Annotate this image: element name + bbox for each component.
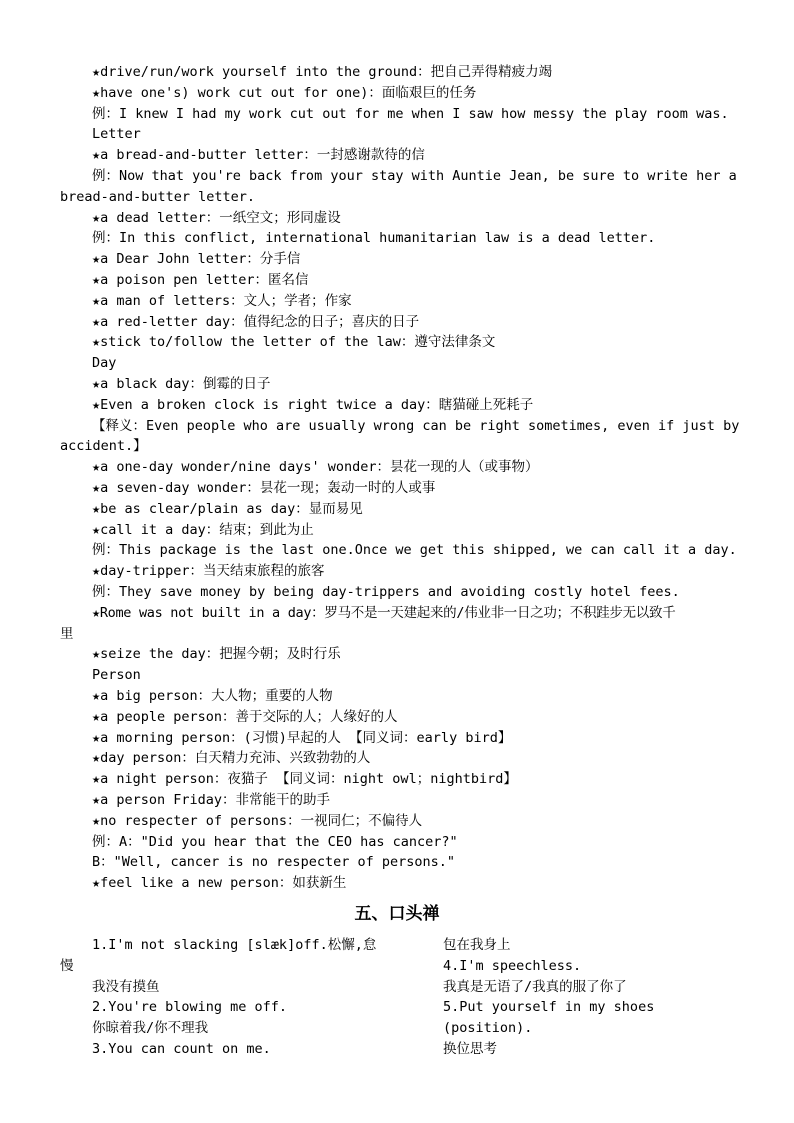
text-line: ★day person：白天精力充沛、兴致勃勃的人	[92, 750, 371, 767]
text-line: ★stick to/follow the letter of the law：遵守法律条文	[92, 334, 496, 351]
text-line: ★a poison pen letter：匿名信	[92, 272, 309, 288]
text-line: ★a one-day wonder/nine days' wonder：昙花一现的人（或事物）	[92, 459, 539, 476]
phrase-line: 4.I'm speechless.	[443, 957, 582, 974]
text-line: ★a big person：大人物；重要的人物	[92, 688, 333, 704]
phrase-line: 慢	[60, 957, 74, 974]
text-line: 里	[60, 625, 74, 642]
text-line: ★a dead letter：一纸空文；形同虚设	[92, 209, 341, 226]
text-line: ★a black day：倒霉的日子	[92, 376, 271, 392]
text-line: ★be as clear/plain as day：显而易见	[92, 500, 363, 517]
text-line: ★a Dear John letter：分手信	[92, 251, 301, 268]
text-line: ★a morning person：(习惯)早起的人 【同义词：early bird】	[92, 729, 512, 746]
phrase-line: 我没有摸鱼	[92, 978, 160, 995]
text-line: bread-and-butter letter.	[60, 188, 256, 205]
text-line: accident.】	[60, 438, 147, 455]
text-line: Day	[92, 355, 117, 372]
phrase-line: 我真是无语了/我真的服了你了	[443, 978, 627, 995]
text-line: ★seize the day：把握今朝；及时行乐	[92, 646, 341, 663]
phrase-line: 你晾着我/你不理我	[92, 1020, 209, 1037]
text-line: ★a man of letters：文人；学者；作家	[92, 292, 352, 309]
text-line: ★day-tripper：当天结束旅程的旅客	[92, 563, 325, 580]
text-line: ★Rome was not built in a day：罗马不是一天建起来的/伟业非一日之功；不积跬步无以致千	[92, 604, 676, 621]
text-line: 例：In this conflict, international humanitarian law is a dead letter.	[92, 230, 656, 247]
phrase-line: (position).	[443, 1020, 533, 1037]
text-line: ★have one's) work cut out for one)：面临艰巨的任务	[92, 84, 477, 101]
text-line: B："Well, cancer is no respecter of persons."	[92, 854, 455, 871]
text-line: 例：They save money by being day-trippers and avoiding costly hotel fees.	[92, 584, 680, 600]
text-line: 例：A："Did you hear that the CEO has cancer?"	[92, 833, 458, 850]
phrase-line: 3.You can count on me.	[92, 1041, 271, 1057]
text-line: Person	[92, 667, 141, 684]
text-line: ★a night person：夜猫子 【同义词：night owl；nightbird】	[92, 771, 517, 788]
text-line: ★no respecter of persons：一视同仁；不偏待人	[92, 812, 423, 829]
phrase-line: 2.You're blowing me off.	[92, 999, 288, 1016]
text-line: 【释义：Even people who are usually wrong can be right sometimes, even if just by	[92, 417, 740, 434]
text-line: ★Even a broken clock is right twice a day：瞎猫碰上死耗子	[92, 396, 534, 413]
text-line: 例：Now that you're back from your stay with Auntie Jean, be sure to write her a	[92, 168, 737, 184]
text-line: 例：I knew I had my work cut out for me when I saw how messy the play room was.	[92, 105, 729, 122]
phrase-line: 包在我身上	[443, 937, 511, 953]
text-line: ★a red-letter day：值得纪念的日子；喜庆的日子	[92, 313, 420, 330]
text-line: ★drive/run/work yourself into the ground：把自己弄得精疲力竭	[92, 64, 553, 80]
section-title: 五、口头禅	[354, 904, 440, 924]
text-line: 例：This package is the last one.Once we get this shipped, we can call it a day.	[92, 542, 737, 559]
phrase-line: 1.I'm not slacking [slæk]off.松懈,怠	[92, 937, 377, 953]
text-line: ★call it a day：结束；到此为止	[92, 521, 314, 538]
text-line: ★a seven-day wonder：昙花一现；轰动一时的人或事	[92, 480, 436, 496]
text-line: Letter	[92, 126, 141, 143]
phrase-line: 5.Put yourself in my shoes	[443, 999, 655, 1016]
text-line: ★feel like a new person：如获新生	[92, 875, 347, 892]
phrase-line: 换位思考	[443, 1041, 497, 1057]
text-line: ★a bread-and-butter letter：一封感谢款待的信	[92, 147, 425, 164]
text-line: ★a person Friday：非常能干的助手	[92, 792, 331, 808]
text-line: ★a people person：善于交际的人；人缘好的人	[92, 708, 398, 725]
